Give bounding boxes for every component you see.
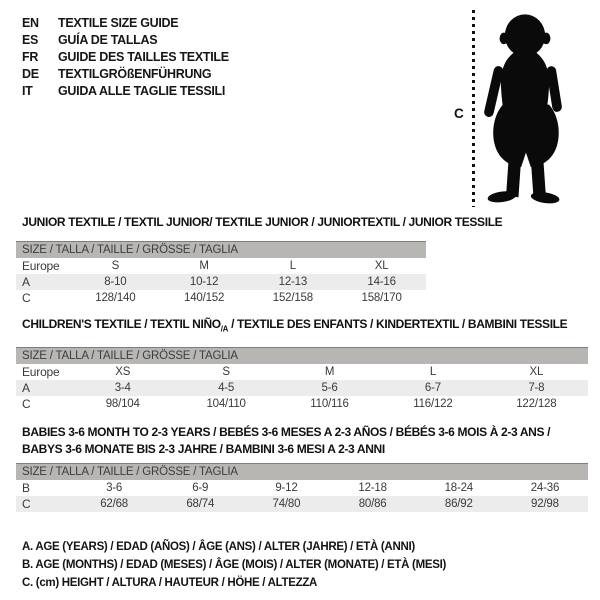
size-header-bar: SIZE / TALLA / TAILLE / GRÖSSE / TAGLIA [16, 463, 588, 480]
height-cell: 128/140 [95, 292, 136, 304]
age-cell: 18-24 [444, 482, 473, 494]
age-cell: 7-8 [528, 382, 545, 395]
age-cell: 6-7 [424, 382, 441, 395]
size-cell: L [429, 366, 437, 379]
table-title [16, 424, 588, 457]
table-title-part: / TEXTILE DES ENFANTS / KINDERTEXTIL / BAMBINI TESSILE [228, 317, 568, 331]
table-title-part: CHILDREN'S TEXTILE / TEXTIL NIÑO [22, 317, 221, 331]
age-cell: 14-16 [367, 276, 396, 288]
age-cell: 12-18 [358, 482, 387, 494]
language-row-es [22, 31, 229, 48]
age-cell: 3-6 [106, 482, 123, 494]
height-cell: 80/86 [358, 498, 387, 510]
height-cell: 116/122 [413, 398, 453, 411]
row-label: B [22, 481, 30, 495]
height-measure-label: C [454, 106, 464, 121]
table-row [16, 396, 588, 412]
language-title: GUIDA ALLE TAGLIE TESSILI [58, 83, 226, 98]
junior-textile-table [16, 215, 503, 306]
table-title-line2: BABYS 3-6 MONATE BIS 2-3 JAHRE / BAMBINI 3-6 MESI A 2-3 ANNI [22, 441, 385, 456]
table-title-subscript: /A [220, 324, 229, 334]
size-header-bar: SIZE / TALLA / TAILLE / GRÖSSE / TAGLIA [16, 347, 588, 364]
language-title: TEXTILE SIZE GUIDE [58, 15, 179, 30]
height-cell: 122/128 [516, 398, 557, 411]
size-header-bar: SIZE / TALLA / TAILLE / GRÖSSE / TAGLIA [16, 241, 426, 258]
language-code: EN [22, 15, 39, 30]
size-cell: XS [115, 366, 131, 379]
size-cell: XL [529, 366, 544, 379]
size-cell: XL [374, 260, 389, 272]
age-cell: 6-9 [192, 482, 209, 494]
height-cell: 158/170 [361, 292, 402, 304]
height-cell: 152/158 [272, 292, 313, 304]
language-code: ES [22, 32, 39, 47]
height-cell: 140/152 [184, 292, 225, 304]
height-cell: 74/80 [272, 498, 301, 510]
table-row [16, 496, 588, 512]
height-cell: 92/98 [531, 498, 559, 510]
height-cell: 98/104 [105, 398, 140, 411]
row-label: A [22, 381, 30, 396]
age-cell: 10-12 [189, 276, 219, 288]
size-cell: S [111, 260, 120, 272]
age-cell: 12-13 [278, 276, 308, 288]
height-cell: 110/116 [310, 398, 349, 411]
footnote-age-months: B. AGE (MONTHS) / EDAD (MESES) / ÂGE (MOIS) / ALTER (MONATE) / ETÀ (MESI) [22, 559, 447, 571]
age-cell: 4-5 [218, 382, 235, 395]
table-row [16, 480, 588, 496]
age-cell: 24-36 [530, 482, 560, 494]
height-dashed-line [472, 10, 475, 207]
row-label: C [22, 397, 31, 412]
size-cell: L [289, 260, 296, 272]
language-title: GUÍA DE TALLAS [58, 32, 158, 47]
footnote-age-years: A. AGE (YEARS) / EDAD (AÑOS) / ÂGE (ANS) / ALTER (JAHRE) / ETÀ (ANNI) [22, 541, 415, 553]
table-row [16, 290, 426, 306]
language-row-de [22, 65, 229, 82]
row-label: Europe [22, 365, 60, 380]
babies-textile-table [16, 424, 588, 512]
language-code: FR [22, 49, 39, 64]
table-row [16, 364, 588, 380]
height-cell: 86/92 [444, 498, 473, 510]
height-cell: 104/110 [206, 398, 246, 411]
row-label: C [22, 497, 31, 511]
table-row [16, 380, 588, 396]
language-title: TEXTILGRÖßENFÜHRUNG [58, 66, 212, 81]
age-cell: 9-12 [275, 482, 298, 494]
size-cell: M [199, 260, 209, 272]
legend-footnotes [22, 538, 446, 592]
table-row [16, 274, 426, 290]
toddler-silhouette-icon [477, 9, 573, 208]
size-cell: M [324, 366, 335, 379]
row-label: C [22, 291, 31, 305]
table-title [16, 318, 588, 335]
table-title: JUNIOR TEXTILE / TEXTIL JUNIOR/ TEXTILE JUNIOR / JUNIORTEXTIL / JUNIOR TESSILE [22, 215, 503, 229]
age-cell: 5-6 [321, 382, 338, 395]
size-cell: S [222, 366, 230, 379]
footnote-height: C. (cm) HEIGHT / ALTURA / HAUTEUR / HÖHE / ALTEZZA [22, 577, 318, 589]
table-title-line1: BABIES 3-6 MONTH TO 2-3 YEARS / BEBÉS 3-6 MESES A 2-3 AÑOS / BÉBÉS 3-6 MOIS À 2-3 ANS / [22, 425, 551, 439]
age-cell: 3-4 [114, 382, 131, 395]
language-code: DE [22, 66, 39, 81]
language-legend [22, 14, 229, 99]
age-cell: 8-10 [104, 276, 127, 288]
language-row-it [22, 82, 229, 99]
language-row-fr [22, 48, 229, 65]
height-cell: 68/74 [186, 498, 215, 510]
language-code: IT [22, 83, 33, 98]
language-row-en [22, 14, 229, 31]
language-title: GUIDE DES TAILLES TEXTILE [58, 49, 229, 64]
row-label: A [22, 275, 30, 289]
children-textile-table [16, 318, 588, 412]
row-label: Europe [22, 259, 60, 273]
table-row [16, 258, 426, 274]
height-cell: 62/68 [100, 498, 128, 510]
